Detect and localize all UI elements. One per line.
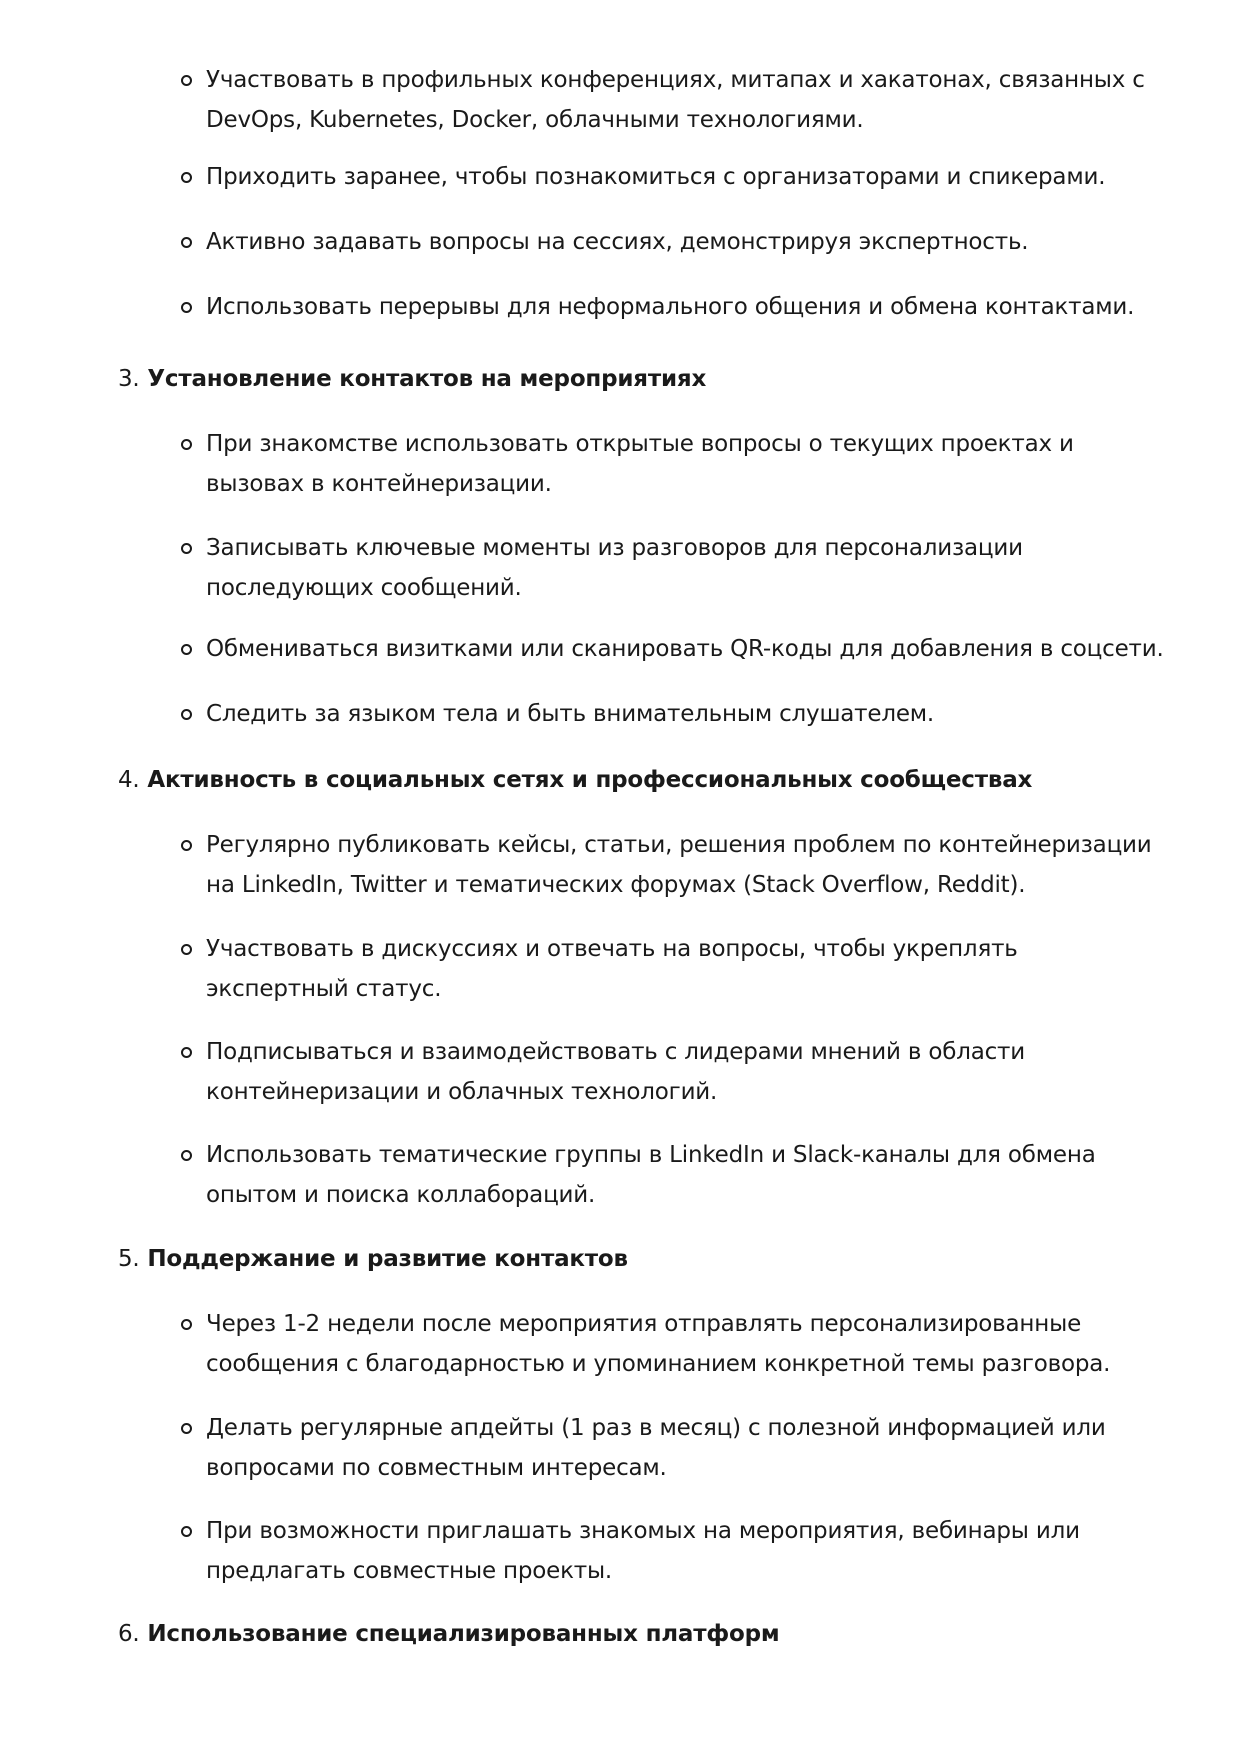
list-item [206, 629, 1166, 669]
list-item-text: Участвовать в дискуссиях и отвечать на вопросы, чтобы укреплять экспертный статус. [206, 936, 1018, 1002]
section-title: Поддержание и развитие контактов [147, 1246, 628, 1272]
list-item-text: Обмениваться визитками или сканировать QR-коды для добавления в соцсети. [206, 636, 1164, 662]
list-item-text: Следить за языком тела и быть внимательным слушателем. [206, 701, 935, 727]
circle-bullet-icon [181, 1319, 192, 1330]
section-number: 5. [118, 1246, 140, 1272]
section-heading [118, 1239, 628, 1279]
list-item-text: Делать регулярные апдейты (1 раз в месяц) с полезной информацией или вопросами по совместным интересам. [206, 1415, 1106, 1481]
list-item [206, 157, 1166, 197]
section-number: 4. [118, 767, 140, 793]
circle-bullet-icon [181, 840, 192, 851]
circle-bullet-icon [181, 75, 192, 86]
section-title: Использование специализированных платформ [147, 1621, 780, 1647]
list-item [206, 1511, 1166, 1591]
circle-bullet-icon [181, 543, 192, 554]
list-item [206, 825, 1166, 905]
list-item-text: При возможности приглашать знакомых на мероприятия, вебинары или предлагать совместные проекты. [206, 1518, 1080, 1584]
circle-bullet-icon [181, 1150, 192, 1161]
section-title: Активность в социальных сетях и профессиональных сообществах [147, 767, 1033, 793]
list-item [206, 929, 1166, 1009]
list-item [206, 1304, 1166, 1384]
list-item [206, 1135, 1166, 1215]
list-item-text: Участвовать в профильных конференциях, митапах и хакатонах, связанных с DevOps, Kubernetes, Docker, облачными технологиями. [206, 67, 1145, 133]
list-item [206, 694, 1166, 734]
list-item [206, 287, 1166, 327]
list-item [206, 528, 1166, 608]
circle-bullet-icon [181, 944, 192, 955]
list-item [206, 222, 1166, 262]
circle-bullet-icon [181, 644, 192, 655]
list-item-text: Использовать тематические группы в LinkedIn и Slack-каналы для обмена опытом и поиска коллабораций. [206, 1142, 1096, 1208]
section-heading [118, 359, 706, 399]
list-item [206, 424, 1166, 504]
circle-bullet-icon [181, 1526, 192, 1537]
circle-bullet-icon [181, 237, 192, 248]
circle-bullet-icon [181, 1047, 192, 1058]
list-item-text: При знакомстве использовать открытые вопросы о текущих проектах и вызовах в контейнеризации. [206, 431, 1074, 497]
list-item-text: Активно задавать вопросы на сессиях, демонстрируя экспертность. [206, 229, 1029, 255]
list-item-text: Регулярно публиковать кейсы, статьи, решения проблем по контейнеризации на LinkedIn, Twitter и тематических форумах (Stack Overflow, Reddit). [206, 832, 1152, 898]
list-item-text: Приходить заранее, чтобы познакомиться с организаторами и спикерами. [206, 164, 1106, 190]
list-item-text: Использовать перерывы для неформального общения и обмена контактами. [206, 294, 1135, 320]
section-title: Установление контактов на мероприятиях [147, 366, 707, 392]
circle-bullet-icon [181, 302, 192, 313]
circle-bullet-icon [181, 172, 192, 183]
list-item-text: Записывать ключевые моменты из разговоров для персонализации последующих сообщений. [206, 535, 1023, 601]
circle-bullet-icon [181, 1423, 192, 1434]
circle-bullet-icon [181, 709, 192, 720]
list-item [206, 1408, 1166, 1488]
section-heading [118, 1614, 779, 1654]
section-number: 3. [118, 366, 140, 392]
circle-bullet-icon [181, 439, 192, 450]
list-item [206, 60, 1166, 140]
section-number: 6. [118, 1621, 140, 1647]
section-heading [118, 760, 1032, 800]
list-item [206, 1032, 1166, 1112]
list-item-text: Подписываться и взаимодействовать с лидерами мнений в области контейнеризации и облачных технологий. [206, 1039, 1026, 1105]
list-item-text: Через 1-2 недели после мероприятия отправлять персонализированные сообщения с благодарностью и упоминанием конкретной темы разговора. [206, 1311, 1111, 1377]
